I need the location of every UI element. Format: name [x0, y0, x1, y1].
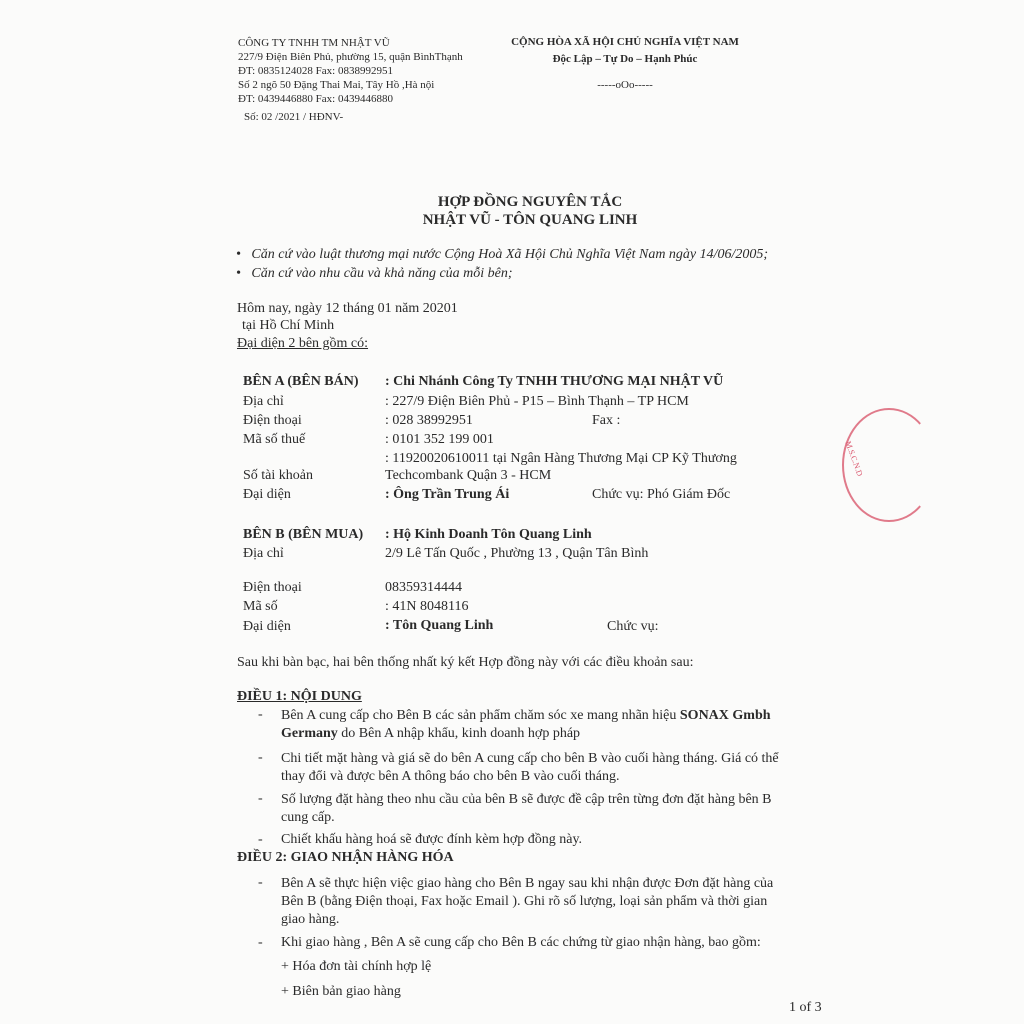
party-b-address: 2/9 Lê Tấn Quốc , Phường 13 , Quận Tân Bình	[385, 546, 649, 561]
company-phone-2: ĐT: 0439446880 Fax: 0439446880	[238, 93, 393, 105]
party-a-account-label: Số tài khoản	[243, 468, 313, 483]
bullet-icon: •	[236, 266, 252, 281]
company-address-2: Số 2 ngõ 50 Đặng Thai Mai, Tây Hồ ,Hà nội	[238, 79, 435, 91]
document-number: Số: 02 /2021 / HĐNV-	[244, 111, 344, 123]
company-name: CÔNG TY TNHH TM NHẬT VŨ	[238, 37, 390, 49]
brand-name: SONAX Gmbh	[679, 708, 771, 723]
party-b-phone-label: Điện thoại	[243, 580, 302, 595]
party-a-rep-label: Đại diện	[243, 487, 291, 502]
stamp-text: M.S.C.N.D	[843, 440, 865, 478]
basis-item	[236, 266, 513, 282]
party-b-position: Chức vụ:	[607, 619, 659, 634]
basis-text: Căn cứ vào luật thương mại nước Cộng Hoà Xã Hội Chủ Nghĩa Việt Nam ngày 14/06/2005;	[251, 247, 769, 262]
party-b-code-label: Mã số	[243, 599, 278, 614]
national-motto: Độc Lập – Tự Do – Hạnh Phúc	[552, 53, 698, 65]
national-title: CỘNG HÒA XÃ HỘI CHỦ NGHĨA VIỆT NAM	[511, 36, 739, 48]
party-b-rep-label: Đại diện	[243, 619, 291, 634]
delivery-document-1: + Hóa đơn tài chính hợp lệ	[281, 959, 432, 974]
party-a-account-line2: Techcombank Quận 3 - HCM	[385, 468, 552, 483]
company-address-1: 227/9 Điện Biên Phủ, phường 15, quận BìnhThạnh	[238, 51, 463, 63]
company-phone-1: ĐT: 0835124028 Fax: 0838992951	[238, 65, 393, 77]
party-a-rep: : Ông Trần Trung Ái	[385, 487, 510, 502]
reps-heading: Đại diện 2 bên gồm có:	[237, 336, 369, 351]
article-1-heading: ĐIỀU 1: NỘI DUNG	[237, 689, 362, 704]
party-b-name: : Hộ Kinh Doanh Tôn Quang Linh	[385, 527, 592, 542]
party-a-phone: : 028 38992951	[385, 413, 473, 428]
bullet-icon: •	[236, 247, 252, 262]
agreement-intro: Sau khi bàn bạc, hai bên thống nhất ký kết Hợp đồng này với các điều khoản sau:	[237, 655, 694, 670]
dash-icon: -	[258, 875, 263, 890]
article-1-item-3: Số lượng đặt hàng theo nhu cầu của bên B sẽ được đề cập trên từng đơn đặt hàng bên B cung cấp.	[281, 792, 772, 825]
article-1-item-2: Chi tiết mặt hàng và giá sẽ do bên A cung cấp cho bên B vào cuối hàng tháng. Giá có thể thay đổi và được bên A thông báo cho bên B vào cuối tháng.	[281, 751, 779, 784]
party-a-name: : Chi Nhánh Công Ty TNHH THƯƠNG MẠI NHẬT VŨ	[385, 374, 724, 389]
dash-icon: -	[258, 707, 263, 722]
company-header	[238, 36, 463, 106]
article-2-heading: ĐIỀU 2: GIAO NHẬN HÀNG HÓA	[237, 850, 454, 865]
page-number: 1 of 3	[789, 1000, 822, 1015]
dash-icon: -	[258, 750, 263, 765]
party-a-address-label: Địa chỉ	[243, 394, 284, 409]
party-a-tax-label: Mã số thuế	[243, 432, 306, 447]
brand-name-country: Germany	[281, 726, 338, 741]
basis-item	[236, 247, 768, 263]
article-2-item-1: Bên A sẽ thực hiện việc giao hàng cho Bên B ngay sau khi nhận được Đơn đặt hàng của Bên B (bằng Điện thoại, Fax hoặc Email ). Ghi rõ số lượng, loại sản phẩm và thời gian giao hàng.	[281, 876, 774, 927]
party-b-address-label: Địa chỉ	[243, 546, 284, 561]
dash-icon: -	[258, 935, 263, 950]
dash-icon: -	[258, 791, 263, 806]
party-a-phone-label: Điện thoại	[243, 413, 302, 428]
contract-title: HỢP ĐỒNG NGUYÊN TẮC	[437, 194, 623, 210]
date-line: Hôm nay, ngày 12 tháng 01 năm 20201	[237, 301, 458, 316]
dash-icon: -	[258, 832, 263, 847]
party-a-address: : 227/9 Điện Biên Phủ - P15 – Bình Thạnh – TP HCM	[385, 394, 689, 409]
party-a-label: BÊN A (BÊN BÁN)	[243, 374, 359, 389]
party-b-rep: : Tôn Quang Linh	[385, 618, 494, 633]
party-a-account-line1: : 11920020610011 tại Ngân Hàng Thương Mại CP Kỹ Thương	[385, 451, 737, 466]
party-b-label: BÊN B (BÊN MUA)	[243, 527, 364, 542]
basis-text: Căn cứ vào nhu cầu và khả năng của mỗi bên;	[251, 266, 513, 281]
article-1-item-4: Chiết khấu hàng hoá sẽ được đính kèm hợp đồng này.	[281, 832, 583, 847]
party-b-phone: 08359314444	[385, 580, 462, 595]
party-b-code: : 41N 8048116	[385, 599, 469, 614]
delivery-document-2: + Biên bản giao hàng	[281, 984, 401, 999]
party-a-fax-label: Fax :	[592, 413, 621, 428]
national-separator: -----oOo-----	[597, 79, 653, 91]
place-line: tại Hồ Chí Minh	[242, 318, 335, 333]
party-a-position: Chức vụ: Phó Giám Đốc	[592, 487, 731, 502]
contract-subtitle: NHẬT VŨ - TÔN QUANG LINH	[422, 212, 638, 228]
article-2-item-2: Khi giao hàng , Bên A sẽ cung cấp cho Bên B các chứng từ giao nhận hàng, bao gồm:	[281, 935, 761, 950]
article-1-item-1: Bên A cung cấp cho Bên B các sản phẩm chăm sóc xe mang nhãn hiệu SONAX Gmbh Germany do Bên A nhập khẩu, kinh doanh hợp pháp	[281, 708, 771, 741]
party-a-tax: : 0101 352 199 001	[385, 432, 494, 447]
